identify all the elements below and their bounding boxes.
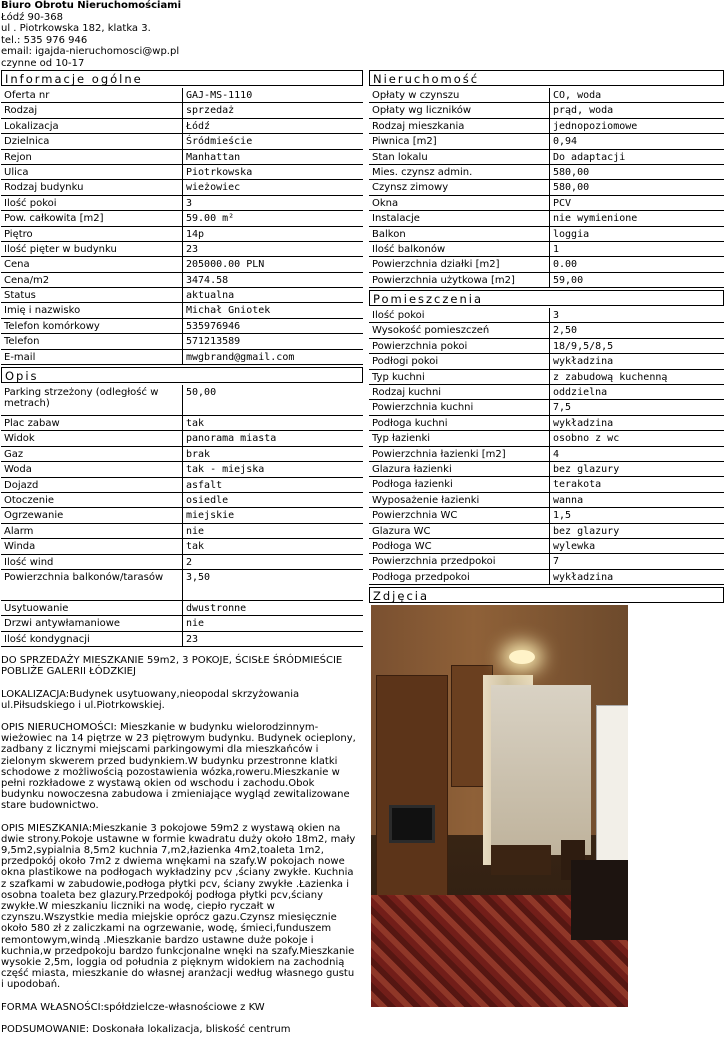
row-value: 23: [182, 242, 363, 257]
row-value: 571213589: [182, 334, 363, 349]
row-label: Alarm: [1, 524, 182, 539]
row-value: bez glazury: [549, 524, 724, 539]
table-row: [1, 227, 363, 242]
table-row: [369, 165, 724, 180]
table-row: [1, 616, 363, 631]
description-paragraph: OPIS MIESZKANIA:Mieszkanie 3 pokojowe 59m2 z wystawą okien na dwie strony.Pokoje ustawne w formie kwadratu duży około 18m2, mały 9,5m2,sypialnia 8,5m2 kuchnia 7,m2,łazienka 4m2,toaleta 1m2, przedpokój około 7m2 z dwiema wnękami na szafy.W pokojach nowe okna plastikowe na podłogach wykładziny pcv ,ściany zwykłe. Kuchnia z szafkami w zabudowie,podłoga płytki pcv, ściany zwykłe .Łazienka i osobna toaleta bez glazury.Przedpokój podłoga płytki pcv,ściany zwykłe.W mieszkaniu liczniki na wodę, ciepło ryczałt w czynszu.Wszystkie media miejskie oprócz gazu.Czynsz miesięcznie około 580 zł z zaliczkami na ogrzewanie, wodę, śmieci,funduszem remontowym,windą .Mieszkanie bardzo ustawne duże pokoje i kuchnia,w przedpokoju bardzo funkcjonalne wnęki na szafy.Mieszkanie wysokie 2,5m, loggia od południa z pięknym widokiem na zachodnią część miasta, mieszkanie do własnej aranżacji według własnego gustu i upodobań.: [1, 822, 356, 991]
row-value: 1: [549, 242, 724, 257]
table-row: [369, 493, 724, 508]
row-value: 2: [182, 555, 363, 570]
description-paragraph: PODSUMOWANIE: Doskonała lokalizacja, bliskość centrum: [1, 1023, 291, 1035]
row-label: Gaz: [1, 447, 182, 462]
rooms-table: [369, 308, 724, 585]
table-row: [369, 370, 724, 385]
row-value: 7: [549, 554, 724, 569]
table-row: [369, 103, 724, 118]
table-row: [369, 339, 724, 354]
description-paragraph: OPIS NIERUCHOMOŚCI: Mieszkanie w budynku wielorodzinnym-wieżowiec na 14 piętrze w 23 piętrowym budynku. Budynek ocieplony, zadbany z licznymi miejscami parkingowymi dla mieszkańców i zielonym skwerem przed budynkiem.W budynku przestronne klatki schodowe z możliwością pozostawienia wózka,roweru.Mieszkanie w pełni rozkładowe z wystawą okien od wschodu i zachodu.Obok budynku nowoczesna zabudowa i zmieniające wygląd zewitalizowane stare budownictwo.: [1, 721, 356, 812]
office-hours: czynne od 10-17: [1, 57, 85, 69]
description-paragraph: LOKALIZACJA:Budynek usytuowany,nieopodal skrzyżowania ul.Piłsudskiego i ul.Piotrkowskiej.: [1, 688, 300, 711]
row-label: Powierzchnia działki [m2]: [369, 257, 549, 272]
row-value: Śródmieście: [182, 134, 363, 149]
table-row: [1, 462, 363, 477]
row-label: Rodzaj kuchni: [369, 385, 549, 400]
row-label: Usytuowanie: [1, 601, 182, 616]
row-value: brak: [182, 447, 363, 462]
row-label: Cena/m2: [1, 273, 182, 288]
table-row: [1, 539, 363, 554]
description-paragraph: FORMA WŁASNOŚCI:spółdzielcze-własnościowe z KW: [1, 1001, 265, 1013]
office-name: Biuro Obrotu Nieruchomościami: [1, 0, 182, 11]
table-row: [1, 288, 363, 303]
row-value: 580,00: [549, 180, 724, 195]
row-value: 535976946: [182, 319, 363, 334]
row-label: Podłoga łazienki: [369, 477, 549, 492]
row-value: loggia: [549, 227, 724, 242]
table-row: [1, 478, 363, 493]
row-label: Widok: [1, 431, 182, 446]
row-label: Podłogi pokoi: [369, 354, 549, 369]
table-row: [1, 601, 363, 616]
row-value: 580,00: [549, 165, 724, 180]
table-row: [369, 462, 724, 477]
table-row: [369, 508, 724, 523]
table-row: [1, 103, 363, 118]
row-value: jednopoziomowe: [549, 119, 724, 134]
table-row: [369, 477, 724, 492]
row-label: Cena: [1, 257, 182, 272]
table-row: [369, 431, 724, 446]
row-label: Piwnica [m2]: [369, 134, 549, 149]
office-city: Łódź 90-368: [1, 11, 63, 23]
table-row: [369, 308, 724, 323]
property-table: [369, 88, 724, 288]
row-label: Lokalizacja: [1, 119, 182, 134]
table-row: [369, 323, 724, 338]
row-value: nie: [182, 616, 363, 631]
table-row: [1, 350, 363, 365]
apartment-photo[interactable]: [371, 605, 628, 1007]
row-value: 7,5: [549, 400, 724, 415]
row-value: asfalt: [182, 478, 363, 493]
row-value: 3: [182, 196, 363, 211]
table-row: [369, 242, 724, 257]
table-row: [1, 88, 363, 103]
table-row: [369, 88, 724, 103]
row-value: prąd, woda: [549, 103, 724, 118]
row-label: Telefon: [1, 334, 182, 349]
table-row: [369, 119, 724, 134]
row-label: Rodzaj: [1, 103, 182, 118]
row-value: tak: [182, 539, 363, 554]
row-value: aktualna: [182, 288, 363, 303]
office-phone: tel.: 535 976 946: [1, 34, 88, 46]
row-label: Powierzchnia przedpokoi: [369, 554, 549, 569]
row-value: 3474.58: [182, 273, 363, 288]
section-property-title: Nieruchomość: [369, 70, 724, 86]
row-label: Ulica: [1, 165, 182, 180]
general-table: [1, 88, 363, 365]
row-value: PCV: [549, 196, 724, 211]
row-value: oddzielna: [549, 385, 724, 400]
row-value: nie: [182, 524, 363, 539]
row-value: GAJ-MS-1110: [182, 88, 363, 103]
row-value: terakota: [549, 477, 724, 492]
row-value: osiedle: [182, 493, 363, 508]
row-label: Powierzchnia WC: [369, 508, 549, 523]
row-value: Łódź: [182, 119, 363, 134]
table-row: [1, 524, 363, 539]
table-row: [1, 319, 363, 334]
row-label: Otoczenie: [1, 493, 182, 508]
row-label: Dzielnica: [1, 134, 182, 149]
row-value: bez glazury: [549, 462, 724, 477]
row-label: Ilość wind: [1, 555, 182, 570]
table-row: [1, 447, 363, 462]
row-label: Imię i nazwisko: [1, 303, 182, 318]
table-row: [369, 385, 724, 400]
row-label: Pow. całkowita [m2]: [1, 211, 182, 226]
row-label: Instalacje: [369, 211, 549, 226]
row-label: Czynsz zimowy: [369, 180, 549, 195]
table-row: [1, 165, 363, 180]
left-column: [1, 68, 363, 1046]
table-row: [1, 134, 363, 149]
row-value: CO, woda: [549, 88, 724, 103]
table-row: [1, 273, 363, 288]
section-general-title: Informacje ogólne: [1, 70, 363, 86]
row-label: Powierzchnia użytkowa [m2]: [369, 273, 549, 288]
section-photos-title: Zdjęcia: [369, 587, 724, 603]
row-value: 14p: [182, 227, 363, 242]
section-opis-title: Opis: [1, 367, 363, 383]
row-value: tak - miejska: [182, 462, 363, 477]
row-label: Ilość pokoi: [1, 196, 182, 211]
row-label: Rejon: [1, 150, 182, 165]
row-value: 205000.00 PLN: [182, 257, 363, 272]
row-value: tak: [182, 416, 363, 431]
row-value: 59.00 m²: [182, 211, 363, 226]
table-row: [369, 227, 724, 242]
row-value: 2,50: [549, 323, 724, 338]
table-row: [369, 570, 724, 585]
opis-table: [1, 385, 363, 647]
row-value: 3,50: [182, 570, 363, 601]
row-label: Typ kuchni: [369, 370, 549, 385]
table-row: [1, 385, 363, 416]
row-label: Ilość pokoi: [369, 308, 549, 323]
table-row: [1, 493, 363, 508]
row-label: Powierzchnia pokoi: [369, 339, 549, 354]
row-value: 50,00: [182, 385, 363, 416]
row-value: 4: [549, 447, 724, 462]
row-label: E-mail: [1, 350, 182, 365]
table-row: [1, 196, 363, 211]
table-row: [369, 134, 724, 149]
row-label: Ilość pięter w budynku: [1, 242, 182, 257]
row-value: nie wymienione: [549, 211, 724, 226]
table-row: [369, 196, 724, 211]
table-row: [1, 257, 363, 272]
row-label: Stan lokalu: [369, 150, 549, 165]
description-paragraph: DO SPRZEDAŻY MIESZKANIE 59m2, 3 POKOJE, ŚCISŁE ŚRÓDMIEŚCIE POBLIŻE GALERII ŁÓDZKIEJ: [1, 655, 343, 678]
row-label: Balkon: [369, 227, 549, 242]
table-row: [369, 211, 724, 226]
table-row: [369, 150, 724, 165]
row-label: Drzwi antywłamaniowe: [1, 616, 182, 631]
row-label: Telefon komórkowy: [1, 319, 182, 334]
row-value: wanna: [549, 493, 724, 508]
row-label: Okna: [369, 196, 549, 211]
table-row: [1, 555, 363, 570]
row-label: Opłaty wg liczników: [369, 103, 549, 118]
row-label: Rodzaj mieszkania: [369, 119, 549, 134]
description-text: [1, 655, 359, 1035]
row-label: Ilość kondygnacji: [1, 632, 182, 647]
row-value: 23: [182, 632, 363, 647]
row-label: Woda: [1, 462, 182, 477]
row-label: Opłaty w czynszu: [369, 88, 549, 103]
row-label: Glazura WC: [369, 524, 549, 539]
office-header: [1, 0, 401, 69]
row-label: Typ łazienki: [369, 431, 549, 446]
row-value: Do adaptacji: [549, 150, 724, 165]
table-row: [369, 354, 724, 369]
table-row: [1, 416, 363, 431]
row-label: Status: [1, 288, 182, 303]
row-label: Dojazd: [1, 478, 182, 493]
table-row: [1, 632, 363, 647]
row-value: Manhattan: [182, 150, 363, 165]
table-row: [369, 400, 724, 415]
row-label: Podłoga WC: [369, 539, 549, 554]
table-row: [1, 334, 363, 349]
table-row: [369, 257, 724, 272]
row-value: wykładzina: [549, 570, 724, 585]
row-value: panorama miasta: [182, 431, 363, 446]
row-value: 59,00: [549, 273, 724, 288]
row-label: Winda: [1, 539, 182, 554]
row-label: Wysokość pomieszczeń: [369, 323, 549, 338]
row-label: Mies. czynsz admin.: [369, 165, 549, 180]
table-row: [369, 416, 724, 431]
row-value: 0.00: [549, 257, 724, 272]
row-value: wykładzina: [549, 416, 724, 431]
table-row: [369, 524, 724, 539]
table-row: [1, 303, 363, 318]
table-row: [1, 150, 363, 165]
right-column: [369, 68, 724, 1007]
row-value: miejskie: [182, 508, 363, 523]
row-value: osobno z wc: [549, 431, 724, 446]
row-label: Podłoga kuchni: [369, 416, 549, 431]
row-value: mwgbrand@gmail.com: [182, 350, 363, 365]
section-rooms-title: Pomieszczenia: [369, 290, 724, 306]
table-row: [369, 273, 724, 288]
row-value: Michał Gniotek: [182, 303, 363, 318]
table-row: [1, 119, 363, 134]
table-row: [369, 539, 724, 554]
row-label: Powierzchnia kuchni: [369, 400, 549, 415]
row-label: Glazura łazienki: [369, 462, 549, 477]
row-value: Piotrkowska: [182, 165, 363, 180]
table-row: [1, 180, 363, 195]
row-label: Podłoga przedpokoi: [369, 570, 549, 585]
row-label: Oferta nr: [1, 88, 182, 103]
row-label: Parking strzeżony (odległość w metrach): [1, 385, 182, 416]
row-value: 3: [549, 308, 724, 323]
table-row: [369, 447, 724, 462]
row-value: 0,94: [549, 134, 724, 149]
row-label: Plac zabaw: [1, 416, 182, 431]
row-value: wieżowiec: [182, 180, 363, 195]
office-street: ul . Piotrkowska 182, klatka 3.: [1, 23, 151, 34]
row-value: z zabudową kuchenną: [549, 370, 724, 385]
table-row: [1, 508, 363, 523]
office-email: email: igajda-nieruchomosci@wp.pl: [1, 46, 180, 57]
table-row: [369, 554, 724, 569]
table-row: [1, 431, 363, 446]
table-row: [1, 570, 363, 601]
row-label: Powierzchnia łazienki [m2]: [369, 447, 549, 462]
row-value: sprzedaż: [182, 103, 363, 118]
row-value: 1,5: [549, 508, 724, 523]
row-label: Powierzchnia balkonów/tarasów: [1, 570, 182, 601]
row-label: Piętro: [1, 227, 182, 242]
row-label: Wyposażenie łazienki: [369, 493, 549, 508]
table-row: [1, 242, 363, 257]
table-row: [369, 180, 724, 195]
row-value: wykładzina: [549, 354, 724, 369]
table-row: [1, 211, 363, 226]
row-label: Ogrzewanie: [1, 508, 182, 523]
row-value: dwustronne: [182, 601, 363, 616]
row-label: Ilość balkonów: [369, 242, 549, 257]
row-value: wylewka: [549, 539, 724, 554]
row-label: Rodzaj budynku: [1, 180, 182, 195]
row-value: 18/9,5/8,5: [549, 339, 724, 354]
